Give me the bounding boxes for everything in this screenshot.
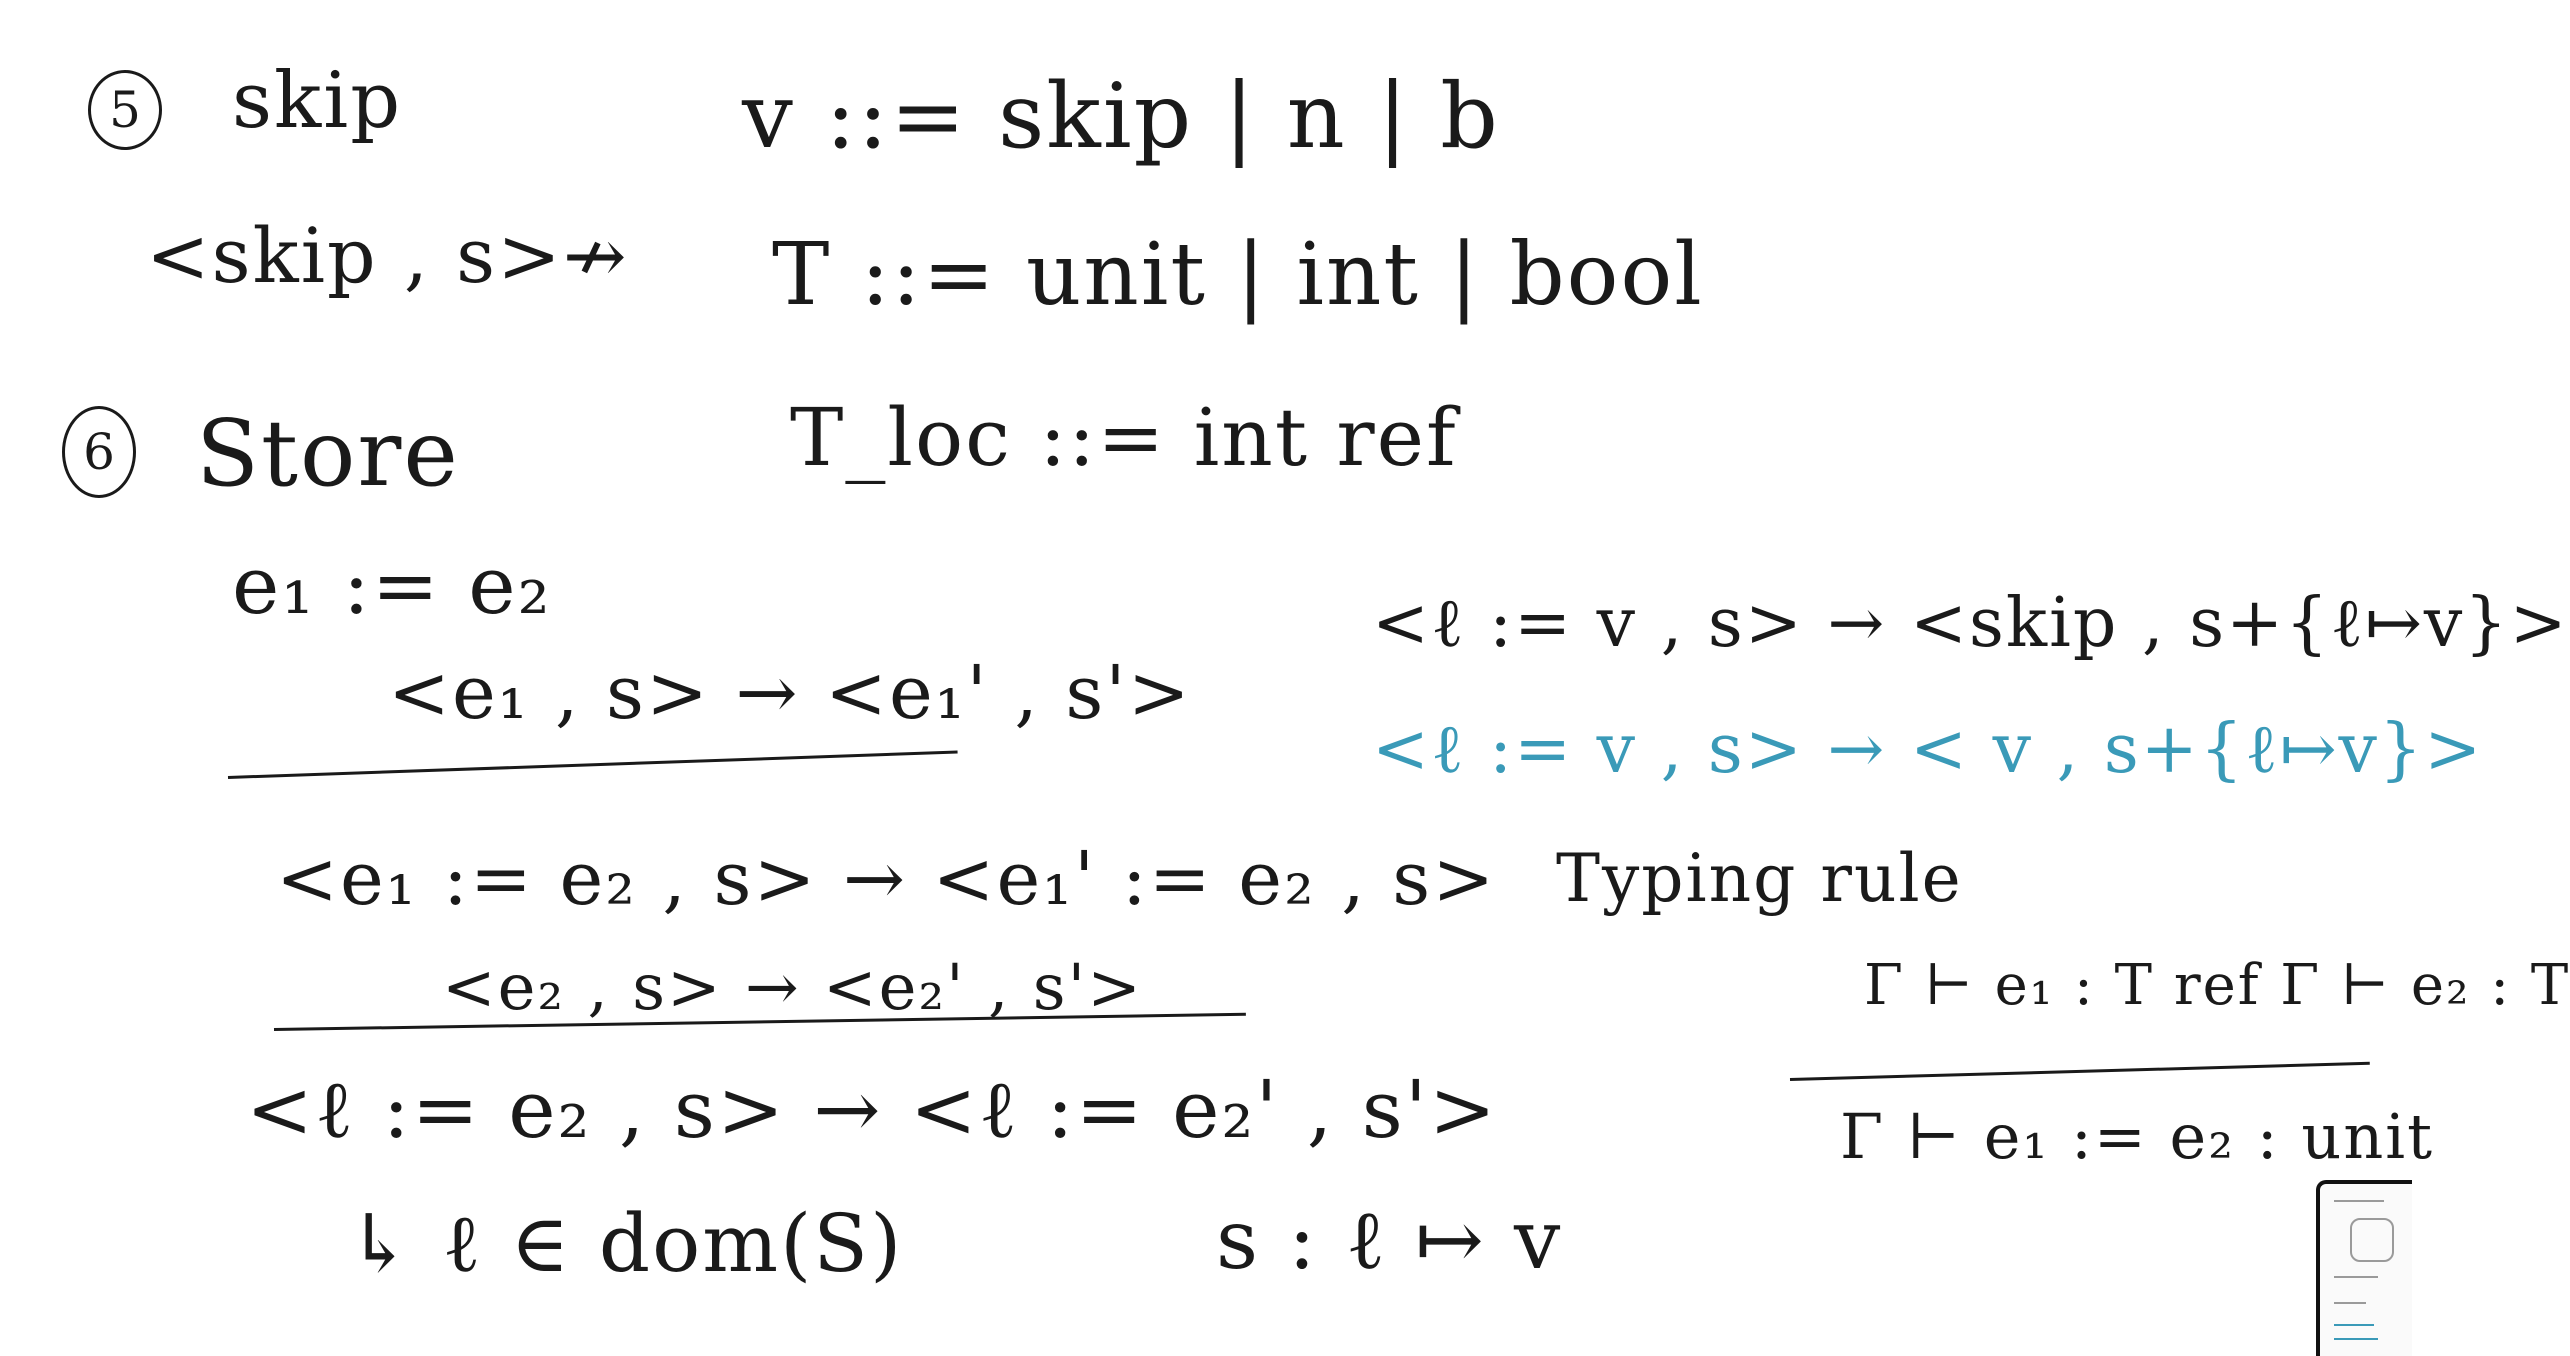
typing-rule-heading: Typing rule (1556, 840, 1963, 917)
assignment-expression: e₁ := e₂ (232, 539, 552, 632)
section-5-title: skip (232, 56, 403, 146)
typing-rule-conclusion: Γ ⊢ e₁ := e₂ : unit (1840, 1100, 2435, 1173)
store-definition: s : ℓ ↦ v (1216, 1193, 1563, 1288)
typing-rule-inference-line (1790, 1062, 2370, 1081)
rule1-inference-line (228, 751, 958, 779)
rule1-premise: <e₁ , s> → <e₁' , s'> (388, 650, 1192, 736)
thumb-line (2334, 1338, 2378, 1340)
section-5-number-text: 5 (109, 81, 141, 139)
section-6-title: Store (196, 400, 460, 507)
thumb-line (2334, 1276, 2378, 1278)
thumb-sketch (2350, 1218, 2394, 1262)
thumb-line (2334, 1302, 2366, 1304)
rule2-conclusion: <ℓ := e₂ , s> → <ℓ := e₂' , s'> (246, 1063, 1498, 1156)
assign-skip-rule: <ℓ := v , s> → <skip , s+{ℓ↦v}> (1372, 584, 2569, 663)
assign-value-rule: <ℓ := v , s> → < v , s+{ℓ↦v}> (1372, 710, 2484, 789)
page-thumbnail[interactable] (2316, 1180, 2412, 1356)
type-grammar: T ::= unit | int | bool (772, 225, 1704, 325)
location-type-grammar: T_loc ::= int ref (790, 391, 1458, 484)
section-6-number (62, 406, 136, 498)
rule2-premise: <e₂ , s> → <e₂' , s'> (442, 951, 1143, 1025)
side-condition: ↳ ℓ ∈ dom(S) (346, 1197, 904, 1290)
thumb-line (2334, 1324, 2374, 1326)
thumb-line (2334, 1200, 2384, 1202)
section-5-number (88, 70, 162, 150)
typing-rule-premise: Γ ⊢ e₁ : T ref Γ ⊢ e₂ : T (1864, 953, 2570, 1018)
value-grammar: v ::= skip | n | b (742, 64, 1500, 169)
rule1-conclusion: <e₁ := e₂ , s> → <e₁' := e₂ , s> (276, 836, 1497, 922)
skip-stuck-rule: <skip , s>↛ (146, 211, 629, 300)
section-6-number-text: 6 (83, 423, 115, 481)
